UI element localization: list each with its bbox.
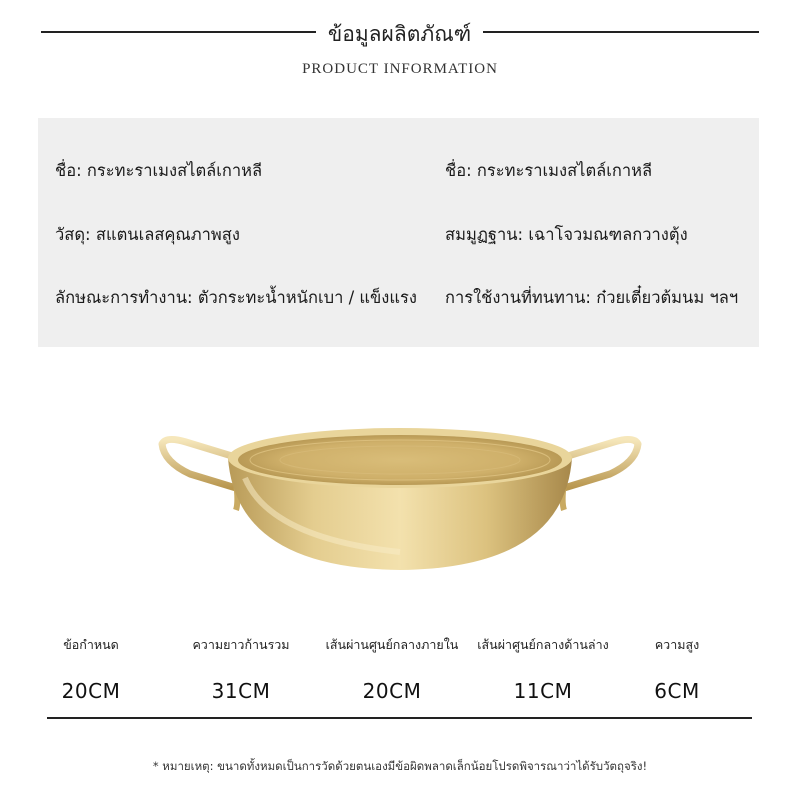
divider	[47, 717, 752, 719]
info-origin	[445, 222, 688, 248]
page-title: ข้อมูลผลิตภัณฑ์	[327, 22, 472, 46]
info-value: ก๋วยเตี๋ยวต้มนม ฯลฯ	[596, 288, 739, 307]
info-value: เฉาโจวมณฑลกวางตุ้ง	[528, 225, 688, 244]
info-name-left	[55, 158, 262, 184]
header	[0, 14, 800, 54]
spec-label-size: ข้อกำหนด	[63, 637, 119, 652]
info-panel	[38, 118, 759, 347]
title-rule-left	[41, 31, 316, 33]
info-value: ตัวกระทะน้ำหนักเบา / แข็งแรง	[197, 288, 417, 307]
disclaimer-note: * หมายเหตุ: ขนาดทั้งหมดเป็นการวัดด้วยตนเองมีข้อผิดพลาดเล็กน้อยโปรดพิจารณาว่าได้รับวัตถุจริง!	[152, 759, 648, 773]
info-value: กระทะราเมงสไตล์เกาหลี	[86, 161, 263, 180]
info-label: ลักษณะการทำงาน:	[55, 288, 193, 307]
product-image	[150, 418, 650, 588]
spec-value-bottom-diameter: 11CM	[513, 679, 573, 703]
info-material	[55, 222, 240, 248]
spec-label-bottom-diameter: เส้นผ่าศูนย์กลางด้านล่าง	[477, 637, 609, 652]
spec-value-height: 6CM	[654, 679, 700, 703]
spec-label-height: ความสูง	[654, 637, 700, 652]
spec-label-inner-diameter: เส้นผ่านศูนย์กลางภายใน	[325, 637, 459, 652]
info-label: ชื่อ:	[55, 161, 82, 180]
info-label: ชื่อ:	[445, 161, 472, 180]
spec-value-total-length: 31CM	[211, 679, 271, 703]
spec-value-size: 20CM	[61, 679, 121, 703]
info-name-right	[445, 158, 652, 184]
spec-label-total-length: ความยาวก้านรวม	[192, 637, 290, 652]
info-feature	[55, 285, 417, 311]
spec-value-inner-diameter: 20CM	[362, 679, 422, 703]
info-label: สมมูฏฐาน:	[445, 225, 524, 244]
info-usage	[445, 285, 738, 311]
info-label: วัสดุ:	[55, 225, 91, 244]
info-value: สแตนเลสคุณภาพสูง	[95, 225, 240, 244]
page-subtitle: PRODUCT INFORMATION	[302, 61, 498, 77]
info-label: การใช้งานที่ทนทาน:	[445, 288, 591, 307]
title-rule-right	[483, 31, 759, 33]
gold-pot-image	[150, 418, 650, 588]
info-value: กระทะราเมงสไตล์เกาหลี	[476, 161, 653, 180]
